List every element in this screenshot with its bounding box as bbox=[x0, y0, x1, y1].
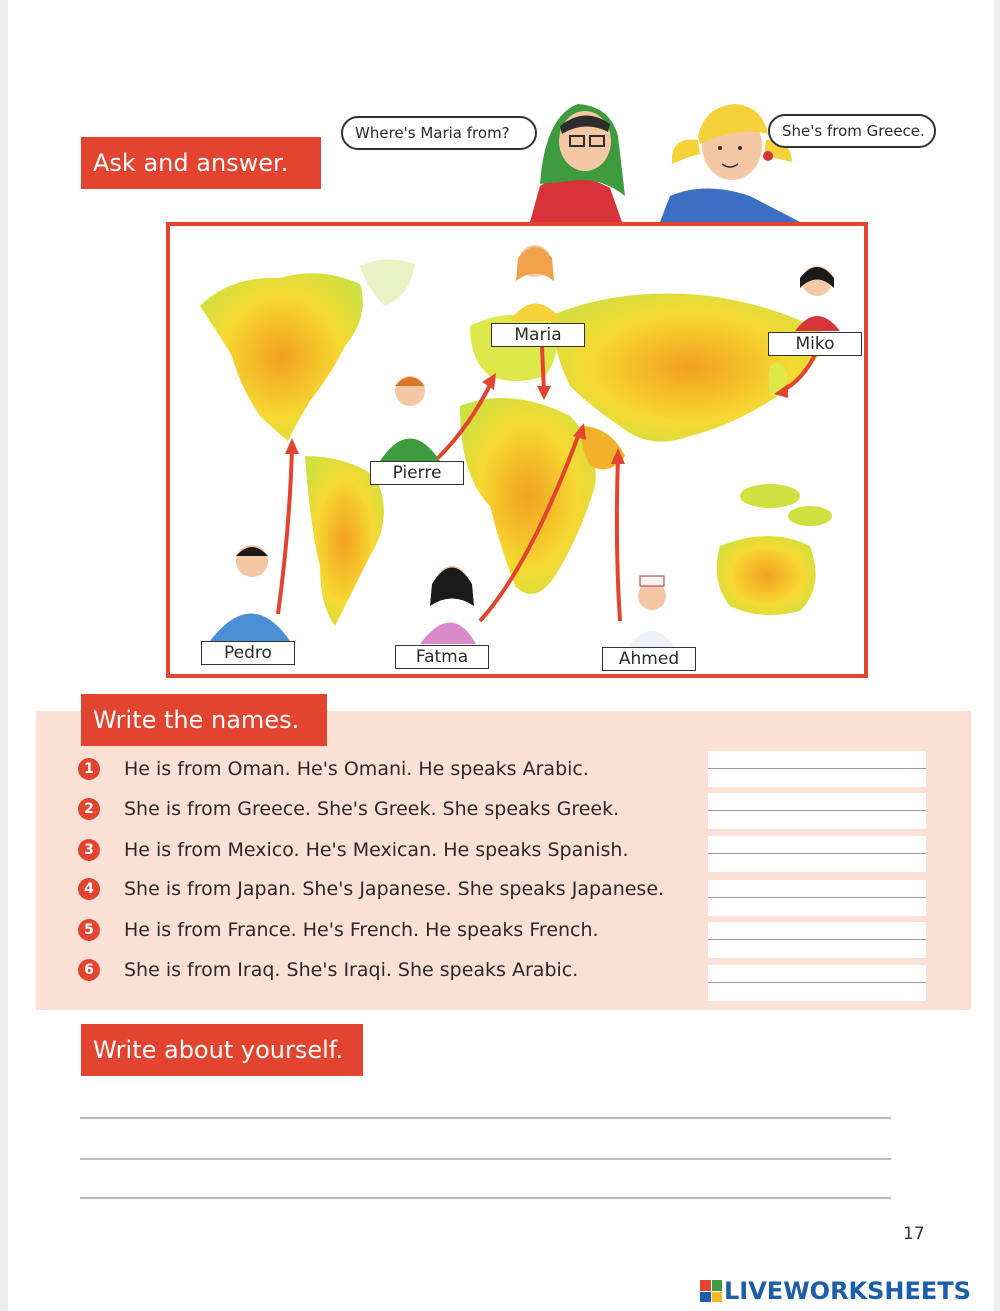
heading-write-about-yourself: Write about yourself. bbox=[81, 1024, 363, 1076]
map-label-ahmed: Ahmed bbox=[602, 647, 696, 671]
map-label-fatma: Fatma bbox=[395, 645, 489, 669]
exercise-sentence: She is from Japan. She's Japanese. She speaks Japanese. bbox=[124, 878, 665, 900]
answer-input-4[interactable] bbox=[708, 880, 926, 916]
exercise-item-3 bbox=[78, 835, 629, 865]
exercise-sentence: She is from Iraq. She's Iraqi. She speaks Arabic. bbox=[124, 959, 579, 981]
exercise-item-1 bbox=[78, 754, 589, 784]
ahmed-figure bbox=[625, 576, 678, 651]
writing-line[interactable] bbox=[80, 1117, 891, 1119]
pierre-figure bbox=[380, 376, 440, 461]
speech-bubble-answer: She's from Greece. bbox=[768, 114, 936, 148]
answer-input-1[interactable] bbox=[708, 751, 926, 787]
exercise-sentence: He is from Mexico. He's Mexican. He speaks Spanish. bbox=[124, 839, 629, 861]
pedro-figure bbox=[210, 545, 290, 641]
speech-bubble-question: Where's Maria from? bbox=[341, 116, 537, 150]
miko-figure bbox=[795, 266, 840, 331]
exercise-sentence: He is from France. He's French. He speaks French. bbox=[124, 919, 599, 941]
exercise-item-4 bbox=[78, 874, 664, 904]
number-badge: 6 bbox=[78, 959, 100, 981]
exercise-sentence: He is from Oman. He's Omani. He speaks Arabic. bbox=[124, 758, 589, 780]
exercise-sentence: She is from Greece. She's Greek. She speaks Greek. bbox=[124, 798, 620, 820]
fatma-figure bbox=[420, 566, 476, 644]
page-edge bbox=[994, 0, 1000, 1311]
number-badge: 4 bbox=[78, 878, 100, 900]
map-label-pedro: Pedro bbox=[201, 641, 295, 665]
page-edge bbox=[0, 0, 8, 1311]
writing-line[interactable] bbox=[80, 1158, 891, 1160]
exercise-item-2 bbox=[78, 794, 619, 824]
world-map bbox=[166, 222, 868, 678]
answer-input-6[interactable] bbox=[708, 965, 926, 1001]
number-badge: 3 bbox=[78, 839, 100, 861]
africa-shape bbox=[460, 398, 596, 594]
heading-write-the-names: Write the names. bbox=[81, 694, 327, 746]
maria-figure bbox=[510, 245, 562, 321]
writing-line[interactable] bbox=[80, 1197, 891, 1199]
exercise-item-5 bbox=[78, 915, 599, 945]
exercise-item-6 bbox=[78, 955, 578, 985]
heading-ask-and-answer: Ask and answer. bbox=[81, 137, 321, 189]
page-number: 17 bbox=[903, 1224, 925, 1244]
north-america-shape bbox=[200, 273, 363, 441]
liveworksheets-watermark bbox=[700, 1277, 971, 1305]
world-map-drawing bbox=[170, 226, 864, 674]
liveworksheets-logo-icon bbox=[700, 1280, 722, 1302]
number-badge: 5 bbox=[78, 919, 100, 941]
children-illustration bbox=[500, 96, 810, 222]
asia-shape bbox=[550, 294, 830, 442]
answer-input-5[interactable] bbox=[708, 922, 926, 958]
map-label-miko: Miko bbox=[768, 332, 862, 356]
map-label-maria: Maria bbox=[491, 323, 585, 347]
answer-input-3[interactable] bbox=[708, 836, 926, 872]
number-badge: 1 bbox=[78, 758, 100, 780]
answer-input-2[interactable] bbox=[708, 793, 926, 829]
watermark-text: LIVEWORKSHEETS bbox=[724, 1277, 971, 1305]
australia-shape bbox=[717, 536, 816, 615]
number-badge: 2 bbox=[78, 798, 100, 820]
map-label-pierre: Pierre bbox=[370, 461, 464, 485]
